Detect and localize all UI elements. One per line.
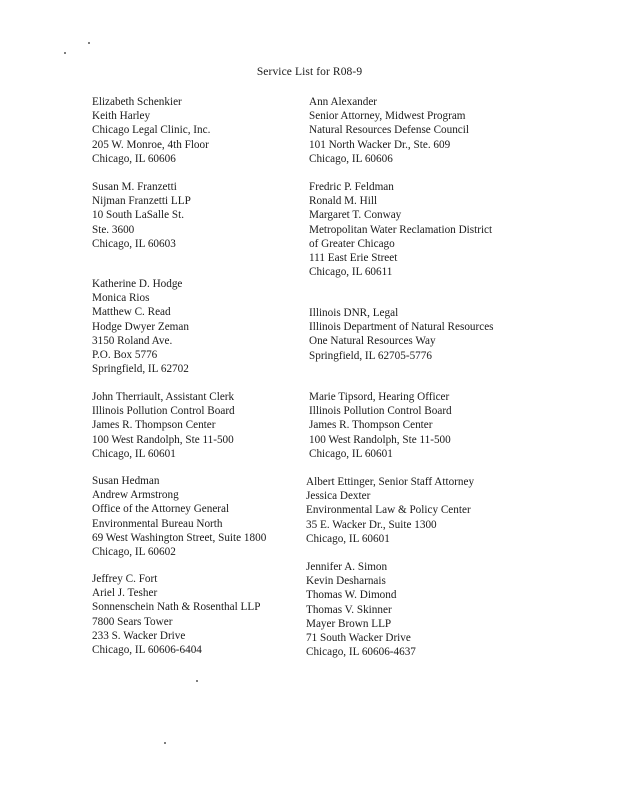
- entry-line: Katherine D. Hodge: [92, 278, 183, 290]
- scan-speck: [88, 42, 90, 44]
- entry-line: 100 West Randolph, Ste 11-500: [92, 433, 234, 446]
- entry-line: Thomas V. Skinner: [306, 603, 392, 616]
- entry-line: Chicago, IL 60606: [92, 152, 176, 165]
- entry-line: 111 East Erie Street: [309, 252, 398, 265]
- entry-line: Chicago, IL 60606: [309, 152, 393, 165]
- entry-line: Albert Ettinger, Senior Staff Attorney: [306, 476, 475, 488]
- entry-line: Chicago, IL 60601: [306, 532, 390, 545]
- entry-line: Chicago, IL 60606-4637: [306, 646, 416, 659]
- entry-line: Office of the Attorney General: [92, 503, 230, 516]
- entry-line: Ronald M. Hill: [309, 195, 378, 208]
- entry-line: Jennifer A. Simon: [306, 561, 388, 573]
- entry-line: Thomas W. Dimond: [306, 589, 397, 602]
- entry-line: 35 E. Wacker Dr., Suite 1300: [306, 518, 437, 531]
- entry-line: Ann Alexander: [309, 96, 378, 108]
- entry-line: Senior Attorney, Midwest Program: [309, 110, 466, 123]
- entry-line: Susan M. Franzetti: [92, 181, 177, 193]
- entry-line: Kevin Desharnais: [306, 575, 386, 588]
- entry-line: Chicago Legal Clinic, Inc.: [92, 124, 211, 137]
- entry-line: 3150 Roland Ave.: [92, 334, 173, 347]
- service-entry: [92, 390, 235, 461]
- entry-line: P.O. Box 5776: [92, 349, 158, 362]
- entry-line: Mayer Brown LLP: [306, 617, 392, 630]
- entry-line: Chicago, IL 60602: [92, 546, 176, 559]
- service-entry: [92, 572, 260, 657]
- entry-line: Ariel J. Tesher: [92, 587, 158, 600]
- entry-line: Matthew C. Read: [92, 306, 171, 319]
- entry-line: Illinois Department of Natural Resources: [309, 321, 494, 334]
- entry-line: 205 W. Monroe, 4th Floor: [92, 138, 209, 151]
- entry-line: James R. Thompson Center: [309, 419, 433, 432]
- service-entry: [306, 560, 416, 659]
- service-entry: [309, 306, 494, 363]
- entry-line: Springfield, IL 62705-5776: [309, 349, 432, 362]
- service-entry: [92, 95, 210, 166]
- entry-line: Susan Hedman: [92, 475, 160, 487]
- entry-line: Ste. 3600: [92, 223, 135, 236]
- entry-line: Hodge Dwyer Zeman: [92, 320, 189, 333]
- entry-line: 71 South Wacker Drive: [306, 632, 411, 645]
- entry-line: James R. Thompson Center: [92, 419, 216, 432]
- entry-line: Andrew Armstrong: [92, 489, 179, 502]
- entry-line: 101 North Wacker Dr., Ste. 609: [309, 138, 451, 151]
- entry-line: Natural Resources Defense Council: [309, 124, 469, 137]
- entry-line: Jeffrey C. Fort: [92, 573, 158, 585]
- entry-line: 10 South LaSalle St.: [92, 209, 184, 222]
- entry-line: Environmental Bureau North: [92, 517, 223, 530]
- entry-line: Margaret T. Conway: [309, 209, 402, 222]
- entry-line: Chicago, IL 60611: [309, 266, 393, 279]
- entry-line: Environmental Law & Policy Center: [306, 504, 471, 517]
- entry-line: Chicago, IL 60601: [92, 447, 176, 460]
- page-title: Service List for R08-9: [256, 66, 363, 78]
- scan-speck: [64, 52, 66, 54]
- entry-line: of Greater Chicago: [309, 237, 395, 250]
- entry-line: Metropolitan Water Reclamation District: [309, 223, 493, 236]
- entry-line: Jessica Dexter: [306, 490, 371, 503]
- entry-line: Illinois DNR, Legal: [309, 307, 399, 319]
- entry-line: 69 West Washington Street, Suite 1800: [92, 531, 267, 544]
- entry-line: Keith Harley: [92, 110, 151, 123]
- entry-line: Monica Rios: [92, 292, 150, 305]
- scan-speck: [196, 680, 198, 682]
- entry-line: Illinois Pollution Control Board: [92, 405, 235, 418]
- entry-line: One Natural Resources Way: [309, 335, 436, 348]
- entry-line: Chicago, IL 60601: [309, 447, 393, 460]
- entry-line: Chicago, IL 60603: [92, 237, 176, 250]
- entry-line: John Therriault, Assistant Clerk: [92, 391, 235, 403]
- service-entry: [92, 474, 266, 559]
- entry-line: 7800 Sears Tower: [92, 615, 173, 628]
- entry-line: Nijman Franzetti LLP: [92, 195, 191, 208]
- entry-line: 100 West Randolph, Ste 11-500: [309, 433, 451, 446]
- entry-line: Fredric P. Feldman: [309, 181, 394, 193]
- entry-line: 233 S. Wacker Drive: [92, 629, 186, 642]
- service-entry: [309, 390, 452, 461]
- service-entry: [92, 180, 191, 251]
- entry-line: Springfield, IL 62702: [92, 363, 189, 376]
- entry-line: Sonnenschein Nath & Rosenthal LLP: [92, 601, 261, 614]
- service-entry: [309, 180, 492, 279]
- entry-line: Chicago, IL 60606-6404: [92, 644, 202, 657]
- service-entry: [92, 277, 189, 376]
- entry-line: Illinois Pollution Control Board: [309, 405, 452, 418]
- scan-speck: [164, 742, 166, 744]
- service-entry: [309, 95, 469, 166]
- entry-line: Marie Tipsord, Hearing Officer: [309, 391, 450, 403]
- entry-line: Elizabeth Schenkier: [92, 96, 182, 108]
- service-entry: [306, 475, 474, 546]
